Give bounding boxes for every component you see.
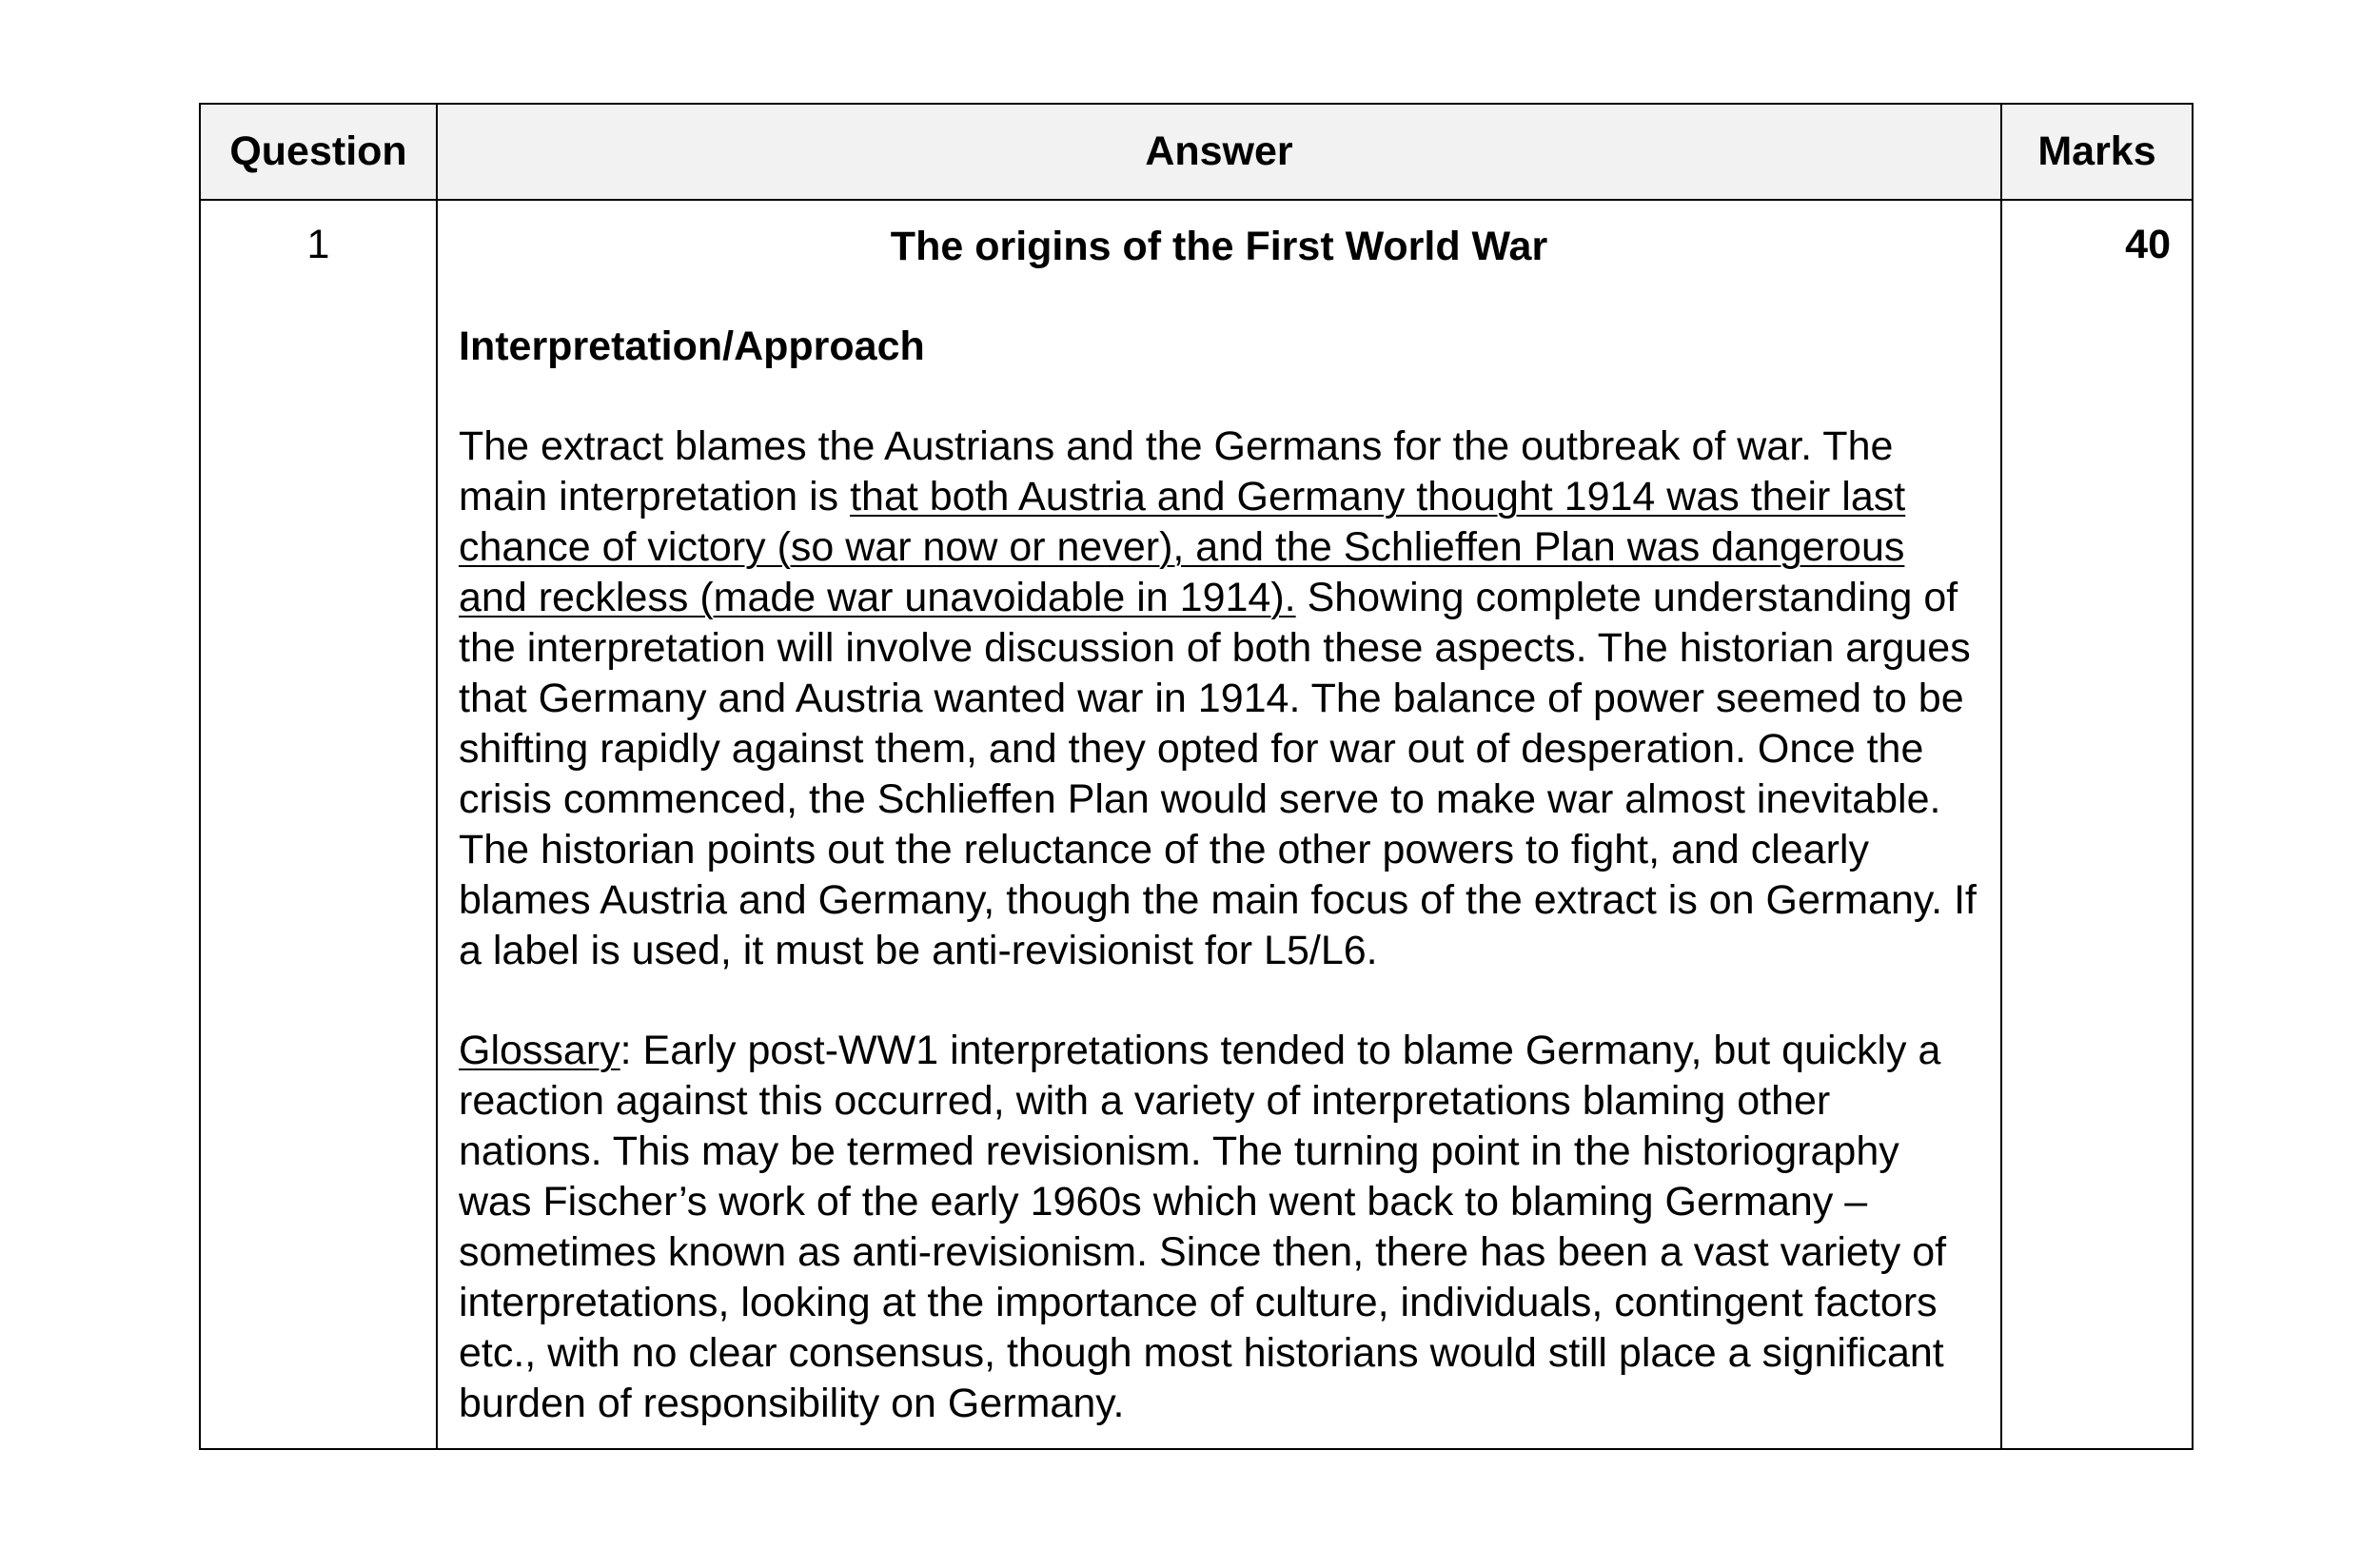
answer-subheading: Interpretation/Approach [459,323,925,369]
answer-title: The origins of the First World War [890,224,1548,269]
answer-cell [437,200,2001,1449]
mark-scheme-table [199,103,2194,1450]
question-number: 1 [200,200,437,1449]
glossary-label: Glossary [459,1028,620,1073]
interpretation-underlined: that both Austria and Germany thought 1914 was their last chance of victory (so war now or never), and the Schlieffen Plan was dangerous and reckless (made war unavoidable in 1914). [459,474,1906,620]
glossary-text: : Early post-WW1 interpretations tended to blame Germany, but quickly a reaction against this occurred, with a variety of interpretations blaming other nations. This may be termed revisionism. The turning point in the historiography was Fischer’s work of the early 1960s which went back to blaming Germany – sometimes known as anti-revisionism. Since then, there has been a vast variety of interpretations, looking at the importance of culture, individuals, contingent factors etc., with no clear consensus, though most historians would still place a significant burden of responsibility on Germany. [459,1028,1947,1426]
header-row [200,104,2193,200]
interpretation-paragraph [459,421,1979,976]
question-column-header: Question [200,104,437,200]
marks-value: 40 [2001,200,2193,1449]
marks-column-header: Marks [2001,104,2193,200]
answer-column-header: Answer [437,104,2001,200]
interpretation-intro: The extract blames the Austrians and the Germans for the outbreak of war. The main interpretation is [459,423,1894,519]
interpretation-rest: Showing complete understanding of the interpretation will involve discussion of both these aspects. The historian argues that Germany and Austria wanted war in 1914. The balance of power seemed to be shifting rapidly against them, and they opted for war out of desperation. Once the crisis commenced, the Schlieffen Plan would serve to make war almost inevitable. The historian points out the reluctance of the other powers to fight, and clearly blames Austria and Germany, though the main focus of the extract is on Germany. If a label is used, it must be anti-revisionist for L5/L6. [459,575,1977,973]
table-row [200,200,2193,1449]
glossary-paragraph [459,1026,1979,1429]
